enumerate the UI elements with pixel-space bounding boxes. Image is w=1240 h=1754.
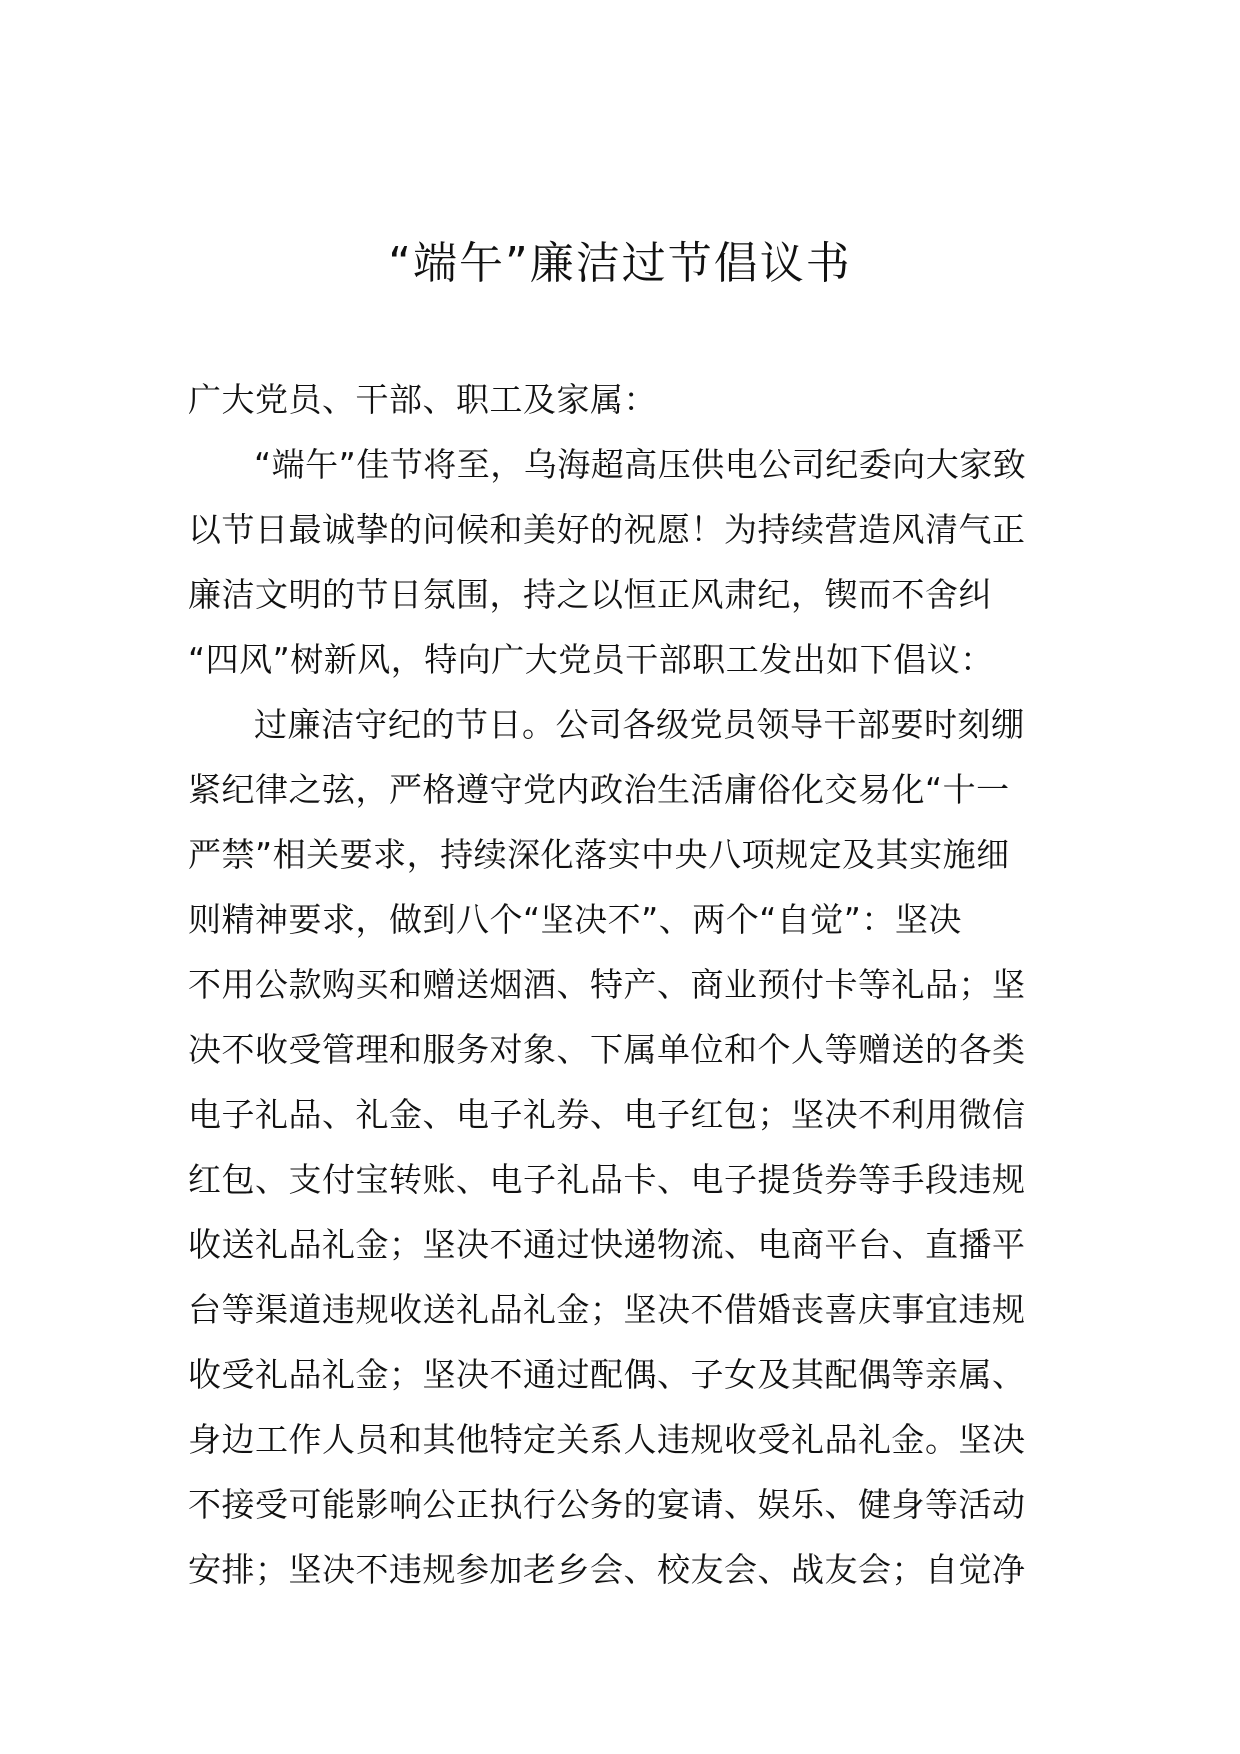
paragraph1-line-1: “端午”佳节将至，乌海超高压供电公司纪委向大家致 (254, 445, 1027, 484)
paragraph2-line-12: 身边工作人员和其他特定关系人违规收受礼品礼金。坚决 (188, 1420, 1026, 1459)
document-title: “端午”廉洁过节倡议书 (388, 238, 852, 289)
salutation: 广大党员、干部、职工及家属： (188, 380, 657, 419)
paragraph2-line-3: 严禁”相关要求，持续深化落实中央八项规定及其实施细 (188, 835, 1010, 874)
paragraph2-line-5: 不用公款购买和赠送烟酒、特产、商业预付卡等礼品；坚 (188, 965, 1026, 1004)
paragraph2-line-2: 紧纪律之弦，严格遵守党内政治生活庸俗化交易化“十一 (188, 770, 1010, 809)
document-body (188, 367, 1058, 1602)
paragraph1-line-4: “四风”树新风，特向广大党员干部职工发出如下倡议： (188, 640, 994, 679)
paragraph2-line-11: 收受礼品礼金；坚决不通过配偶、子女及其配偶等亲属、 (188, 1355, 1026, 1394)
paragraph2-line-9: 收送礼品礼金；坚决不通过快递物流、电商平台、直播平 (188, 1225, 1026, 1264)
paragraph2-line-6: 决不收受管理和服务对象、下属单位和个人等赠送的各类 (188, 1030, 1026, 1069)
paragraph2-line-7: 电子礼品、礼金、电子礼券、电子红包；坚决不利用微信 (188, 1095, 1026, 1134)
paragraph2-line-14: 安排；坚决不违规参加老乡会、校友会、战友会；自觉净 (188, 1550, 1026, 1589)
paragraph1-line-2: 以节日最诚挚的问候和美好的祝愿！为持续营造风清气正 (188, 510, 1026, 549)
paragraph2-line-8: 红包、支付宝转账、电子礼品卡、电子提货券等手段违规 (188, 1160, 1026, 1199)
paragraph1-line-3: 廉洁文明的节日氛围，持之以恒正风肃纪，锲而不舍纠 (188, 575, 992, 614)
paragraph2-line-1: 过廉洁守纪的节日。公司各级党员领导干部要时刻绷 (254, 705, 1025, 744)
paragraph2-line-4: 则精神要求，做到八个“坚决不”、两个“自觉”：坚决 (188, 900, 962, 939)
paragraph2-line-10: 台等渠道违规收送礼品礼金；坚决不借婚丧喜庆事宜违规 (188, 1290, 1026, 1329)
paragraph2-line-13: 不接受可能影响公正执行公务的宴请、娱乐、健身等活动 (188, 1485, 1026, 1524)
